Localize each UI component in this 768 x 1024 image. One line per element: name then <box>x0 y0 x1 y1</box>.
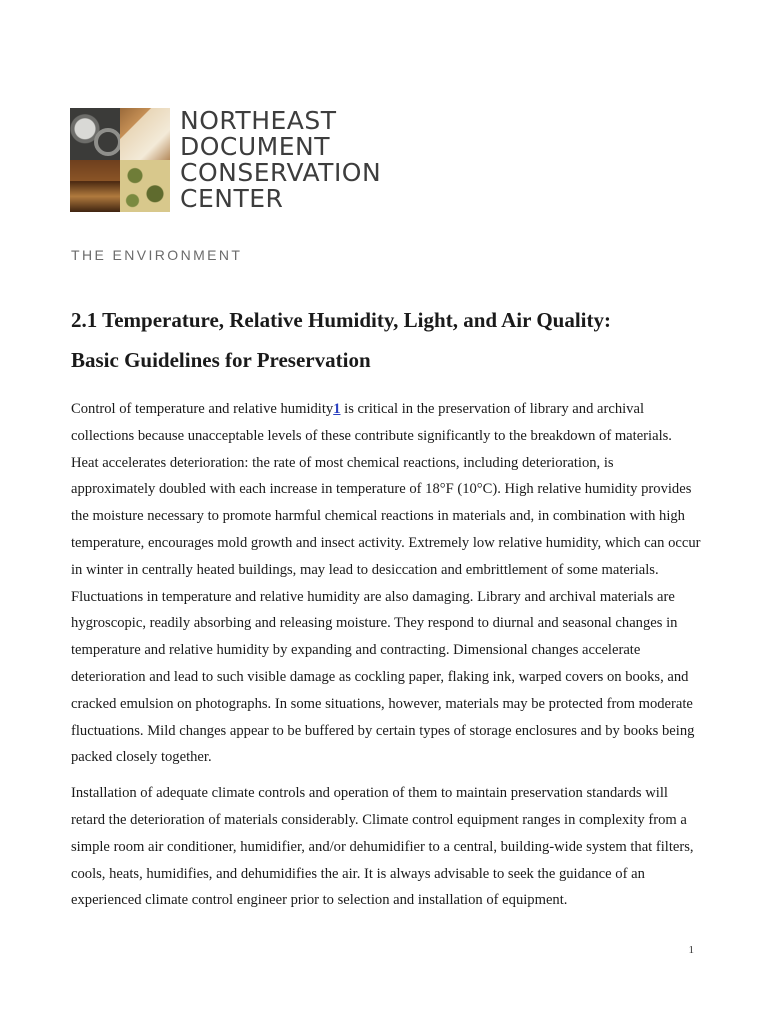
paragraph-1-start: Control of temperature and relative humidity <box>71 401 334 417</box>
paragraph-3: Installation of adequate climate controls and operation of them to maintain preservation standards will retard the deterioration of materials considerably. Climate control equipment ranges in complexity from a simple room air conditioner, humidifier, and/or dehumidifier to a central, building-wide system that filters, cools, heats, humidifies, and dehumidifies the air. It is always advisable to seek the guidance of an experienced climate control engineer prior to selection and installation of equipment. <box>71 785 694 909</box>
logo-tile-leaf-pattern <box>120 160 170 212</box>
logo-tile-machinery <box>70 108 120 160</box>
paragraph-2: Fluctuations in temperature and relative humidity are also damaging. Library and archival materials are hygroscopic, readily absorbing and releasing moisture. They respond to diurnal and seasonal changes in temperature and relative humidity by expanding and contracting. Dimensional changes accelerate deterioration and lead to such visible damage as cockling paper, flaking ink, warped covers on books, and cracked emulsion on photographs. In some situations, however, materials may be protected from moderate fluctuations. Mild changes appear to be buffered by certain types of storage enclosures and by books being packed closely together. <box>71 588 695 766</box>
logo-tile-hand-writing <box>120 108 170 160</box>
footnote-link[interactable]: 1 <box>333 401 341 417</box>
paragraph-1 <box>71 396 701 584</box>
document-title <box>71 300 711 380</box>
section-label: THE ENVIRONMENT <box>71 247 243 263</box>
paragraph-1-rest: is critical in the preservation of library and archival collections because unacceptable levels of these contribute significantly to the breakdown of materials. Heat accelerates deterioration: the rate of most chemical reactions, including deterioration, is approximately doubled with each increase in temperature of 18°F (10°C). High relative humidity provides the moisture necessary to promote harmful chemical reactions in materials and, in combination with high temperature, encourages mold growth and insect activity. Extremely low relative humidity, which can occur in winter in centrally heated buildings, may lead to desiccation and embrittlement of some materials. <box>71 401 701 578</box>
logo-line-4: CENTER <box>180 184 284 213</box>
logo-tile-books <box>70 160 120 212</box>
page-number: 1 <box>688 944 694 956</box>
logo-line-2: DOCUMENT <box>180 132 331 161</box>
logo-image-grid <box>70 108 170 212</box>
logo-line-3: CONSERVATION <box>180 158 382 187</box>
title-line-1: 2.1 Temperature, Relative Humidity, Light, and Air Quality: <box>71 308 612 332</box>
nedcc-logo <box>70 108 381 212</box>
title-line-2: Basic Guidelines for Preservation <box>71 348 371 372</box>
logo-wordmark <box>180 108 381 212</box>
logo-line-1: NORTHEAST <box>180 106 337 135</box>
document-body <box>71 396 701 914</box>
